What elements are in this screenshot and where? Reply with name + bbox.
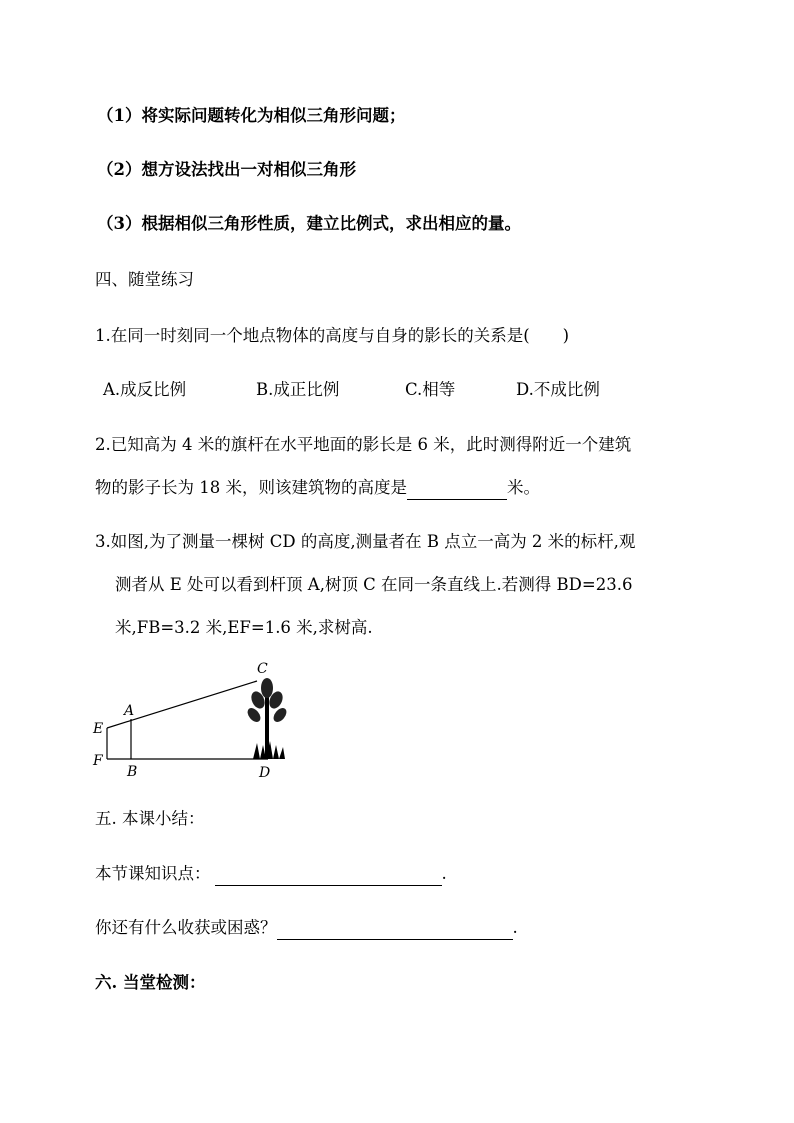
harvest-label: 你还有什么收获或困惑？ (95, 918, 277, 937)
answer-blank[interactable] (407, 481, 507, 500)
question-2-line-2 (95, 476, 540, 500)
harvest-line (95, 916, 518, 940)
label-f: F (93, 753, 103, 769)
step-1: （1）将实际问题转化为相似三角形问题； (97, 106, 406, 125)
label-d: D (259, 765, 271, 781)
question-3-line-3: 米,FB=3.2 米,EF=1.6 米,求树高. (115, 618, 373, 637)
knowledge-line (95, 862, 447, 886)
question-2-prefix: 物的影子长为 18 米，则该建筑物的高度是 (95, 478, 407, 497)
harvest-blank[interactable] (277, 921, 513, 940)
question-2-line-1: 2.已知高为 4 米的旗杆在水平地面的影长是 6 米，此时测得附近一个建筑 (95, 435, 632, 454)
question-1-options (103, 378, 600, 402)
label-a: A (124, 703, 135, 719)
option-a: A.成反比例 (103, 380, 187, 399)
tree-measurement-figure (90, 655, 310, 785)
option-b: B.成正比例 (256, 380, 340, 399)
option-d: D.不成比例 (516, 380, 600, 399)
label-c: C (257, 661, 268, 677)
step-3: （3）根据相似三角形性质，建立比例式，求出相应的量。 (97, 214, 521, 233)
section-5-heading: 五. 本课小结： (95, 809, 205, 828)
option-c: C.相等 (405, 380, 456, 399)
tree-icon (245, 678, 289, 759)
question-3-line-2: 测者从 E 处可以看到杆顶 A,树顶 C 在同一条直线上.若测得 BD=23.6 (115, 575, 633, 594)
section-4-heading: 四、随堂练习 (95, 270, 194, 289)
knowledge-label: 本节课知识点： (95, 864, 211, 883)
knowledge-end: . (441, 864, 447, 883)
label-e: E (93, 721, 104, 737)
question-3-line-1: 3.如图,为了测量一棵树 CD 的高度,测量者在 B 点立一高为 2 米的标杆,观 (95, 532, 636, 551)
question-2-suffix: 米。 (507, 478, 540, 497)
knowledge-blank[interactable] (215, 867, 442, 886)
label-b: B (127, 764, 138, 780)
step-2: （2）想方设法找出一对相似三角形 (97, 160, 356, 179)
section-6-heading: 六. 当堂检测： (95, 973, 206, 992)
question-1: 1.在同一时刻同一个地点物体的高度与自身的影长的关系是( ) (95, 326, 570, 345)
harvest-end: . (512, 918, 518, 937)
